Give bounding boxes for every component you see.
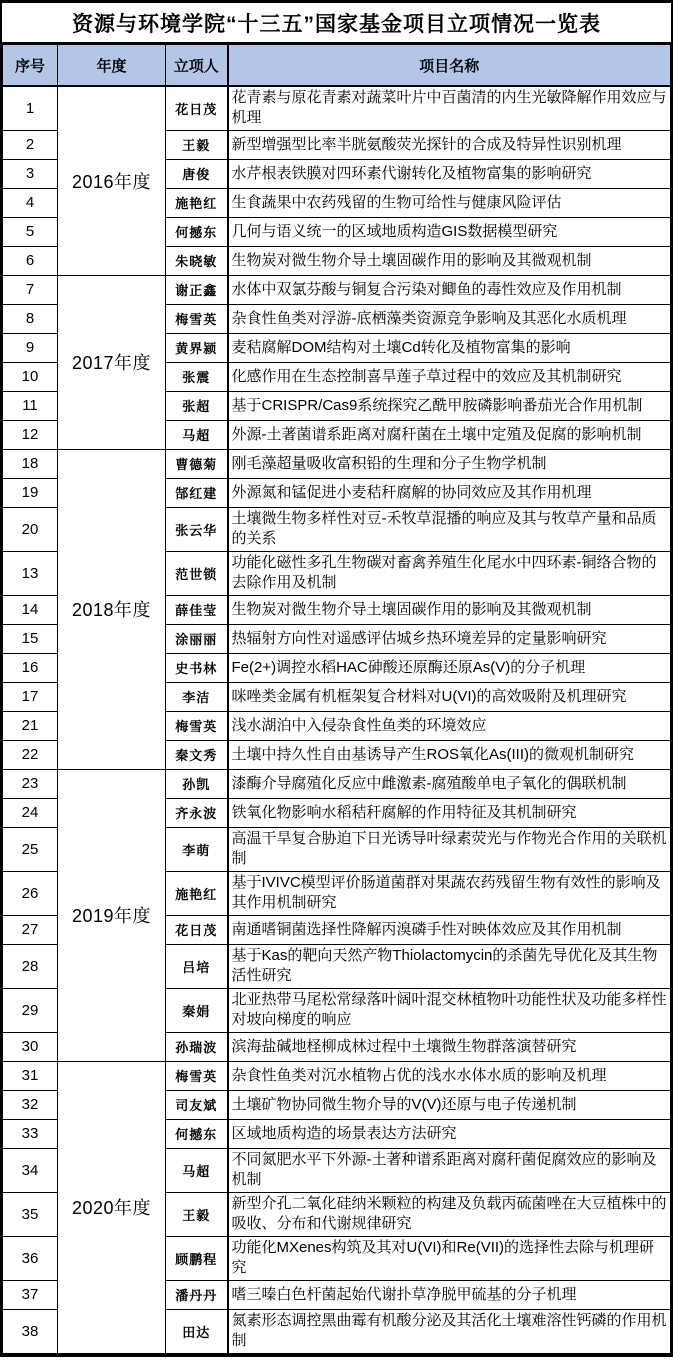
row-number-cell: 18 — [3, 449, 58, 478]
row-number-cell: 30 — [3, 1032, 58, 1061]
project-title-cell: 杂食性鱼类对沉水植物占优的浅水水体水质的影响及机理 — [228, 1061, 671, 1090]
col-header-leader: 立项人 — [166, 44, 228, 87]
row-number-cell: 27 — [3, 915, 58, 944]
project-title-cell: 热辐射方向性对遥感评估城乡热环境差异的定量影响研究 — [228, 624, 671, 653]
project-title-cell: 外源-土著菌谱系距离对腐秆菌在土壤中定殖及促腐的影响机制 — [228, 420, 671, 449]
col-header-year: 年度 — [58, 44, 166, 87]
row-number-cell: 25 — [3, 827, 58, 871]
project-title-cell: 外源氮和锰促进小麦秸秆腐解的协同效应及其作用机理 — [228, 478, 671, 507]
row-number-cell: 38 — [3, 1309, 58, 1353]
row-number-cell: 28 — [3, 944, 58, 988]
row-number-cell: 5 — [3, 217, 58, 246]
leader-cell: 施艳红 — [166, 871, 228, 915]
leader-cell: 花日茂 — [166, 915, 228, 944]
leader-cell: 潘丹丹 — [166, 1280, 228, 1309]
leader-cell: 薛佳莹 — [166, 595, 228, 624]
leader-cell: 施艳红 — [166, 188, 228, 217]
row-number-cell: 13 — [3, 551, 58, 595]
leader-cell: 顾鹏程 — [166, 1236, 228, 1280]
row-number-cell: 10 — [3, 362, 58, 391]
leader-cell: 李萌 — [166, 827, 228, 871]
leader-cell: 吕培 — [166, 944, 228, 988]
project-title-cell: 南通嗜铜菌选择性降解丙溴磷手性对映体效应及其作用机制 — [228, 915, 671, 944]
leader-cell: 范世锁 — [166, 551, 228, 595]
table-row — [3, 275, 671, 304]
project-title-cell: 化感作用在生态控制喜旱莲子草过程中的效应及其机制研究 — [228, 362, 671, 391]
project-title-cell: 麦秸腐解DOM结构对土壤Cd转化及植物富集的影响 — [228, 333, 671, 362]
project-title-cell: 生物炭对微生物介导土壤固碳作用的影响及其微观机制 — [228, 246, 671, 275]
leader-cell: 孙凯 — [166, 769, 228, 798]
leader-cell: 王毅 — [166, 1192, 228, 1236]
row-number-cell: 8 — [3, 304, 58, 333]
project-title-cell: 功能化磁性多孔生物碳对畜禽养殖生化尾水中四环素-铜络合物的去除作用及机制 — [228, 551, 671, 595]
project-title-cell: 土壤微生物多样性对豆-禾牧草混播的响应及其与牧草产量和品质的关系 — [228, 507, 671, 551]
leader-cell: 梅雪英 — [166, 304, 228, 333]
leader-cell: 秦文秀 — [166, 740, 228, 769]
table-row — [3, 449, 671, 478]
row-number-cell: 7 — [3, 275, 58, 304]
leader-cell: 张超 — [166, 391, 228, 420]
project-title-cell: 基于IVIVC模型评价肠道菌群对果蔬农药残留生物有效性的影响及其作用机制研究 — [228, 871, 671, 915]
project-title-cell: 几何与语义统一的区域地质构造GIS数据模型研究 — [228, 217, 671, 246]
leader-cell: 花日茂 — [166, 86, 228, 130]
year-group-cell: 2018年度 — [58, 449, 166, 769]
project-title-cell: 生食蔬果中农药残留的生物可给性与健康风险评估 — [228, 188, 671, 217]
row-number-cell: 34 — [3, 1148, 58, 1192]
row-number-cell: 36 — [3, 1236, 58, 1280]
leader-cell: 齐永波 — [166, 798, 228, 827]
project-title-cell: 生物炭对微生物介导土壤固碳作用的影响及其微观机制 — [228, 595, 671, 624]
leader-cell: 何撼东 — [166, 217, 228, 246]
leader-cell: 孙瑞波 — [166, 1032, 228, 1061]
row-number-cell: 26 — [3, 871, 58, 915]
row-number-cell: 31 — [3, 1061, 58, 1090]
leader-cell: 李洁 — [166, 682, 228, 711]
row-number-cell: 35 — [3, 1192, 58, 1236]
table-row — [3, 769, 671, 798]
leader-cell: 何撼东 — [166, 1119, 228, 1148]
row-number-cell: 9 — [3, 333, 58, 362]
leader-cell: 秦娟 — [166, 988, 228, 1032]
row-number-cell: 2 — [3, 130, 58, 159]
row-number-cell: 15 — [3, 624, 58, 653]
row-number-cell: 19 — [3, 478, 58, 507]
row-number-cell: 11 — [3, 391, 58, 420]
leader-cell: 郜红建 — [166, 478, 228, 507]
project-title-cell: 花青素与原花青素对蔬菜叶片中百菌清的内生光敏降解作用效应与机理 — [228, 86, 671, 130]
leader-cell: 马超 — [166, 1148, 228, 1192]
leader-cell: 涂丽丽 — [166, 624, 228, 653]
header-row — [3, 44, 671, 87]
leader-cell: 司友斌 — [166, 1090, 228, 1119]
page-title: 资源与环境学院“十三五”国家基金项目立项情况一览表 — [2, 3, 671, 42]
row-number-cell: 16 — [3, 653, 58, 682]
row-number-cell: 12 — [3, 420, 58, 449]
project-title-cell: 杂食性鱼类对浮游-底栖藻类资源竞争影响及其恶化水质机理 — [228, 304, 671, 333]
row-number-cell: 17 — [3, 682, 58, 711]
project-title-cell: 滨海盐碱地柽柳成林过程中土壤微生物群落演替研究 — [228, 1032, 671, 1061]
leader-cell: 朱晓敏 — [166, 246, 228, 275]
projects-table — [2, 42, 671, 1354]
project-title-cell: 氮素形态调控黑曲霉有机酸分泌及其活化土壤难溶性钙磷的作用机制 — [228, 1309, 671, 1353]
table-row — [3, 1061, 671, 1090]
leader-cell: 唐俊 — [166, 159, 228, 188]
project-title-cell: 水体中双氯芬酸与铜复合污染对鲫鱼的毒性效应及作用机制 — [228, 275, 671, 304]
project-title-cell: 基于CRISPR/Cas9系统探究乙酰甲胺磷影响番茄光合作用机制 — [228, 391, 671, 420]
leader-cell: 张震 — [166, 362, 228, 391]
project-title-cell: 土壤中持久性自由基诱导产生ROS氧化As(III)的微观机制研究 — [228, 740, 671, 769]
project-title-cell: 北亚热带马尾松常绿落叶阔叶混交林植物叶功能性状及功能多样性对坡向梯度的响应 — [228, 988, 671, 1032]
leader-cell: 谢正鑫 — [166, 275, 228, 304]
table-body — [3, 86, 671, 1353]
row-number-cell: 21 — [3, 711, 58, 740]
leader-cell: 马超 — [166, 420, 228, 449]
leader-cell: 张云华 — [166, 507, 228, 551]
year-group-cell: 2017年度 — [58, 275, 166, 449]
year-group-cell: 2016年度 — [58, 86, 166, 275]
project-title-cell: 高温干旱复合胁迫下日光诱导叶绿素荧光与作物光合作用的关联机制 — [228, 827, 671, 871]
row-number-cell: 33 — [3, 1119, 58, 1148]
project-title-cell: 功能化MXenes构筑及其对U(VI)和Re(VII)的选择性去除与机理研究 — [228, 1236, 671, 1280]
leader-cell: 曹德菊 — [166, 449, 228, 478]
row-number-cell: 32 — [3, 1090, 58, 1119]
project-title-cell: 铁氧化物影响水稻秸秆腐解的作用特征及其机制研究 — [228, 798, 671, 827]
project-title-cell: 新型增强型比率半胱氨酸荧光探针的合成及特异性识别机理 — [228, 130, 671, 159]
project-title-cell: 浅水湖泊中入侵杂食性鱼类的环境效应 — [228, 711, 671, 740]
project-title-cell: 刚毛藻超量吸收富积铅的生理和分子生物学机制 — [228, 449, 671, 478]
project-title-cell: 水芹根表铁膜对四环素代谢转化及植物富集的影响研究 — [228, 159, 671, 188]
row-number-cell: 14 — [3, 595, 58, 624]
leader-cell: 黄界颍 — [166, 333, 228, 362]
project-title-cell: 不同氮肥水平下外源-土著种谱系距离对腐秆菌促腐效应的影响及机制 — [228, 1148, 671, 1192]
row-number-cell: 6 — [3, 246, 58, 275]
col-header-project: 项目名称 — [228, 44, 671, 87]
project-title-cell: 土壤矿物协同微生物介导的V(V)还原与电子传递机制 — [228, 1090, 671, 1119]
year-group-cell: 2019年度 — [58, 769, 166, 1061]
project-title-cell: 新型介孔二氧化硅纳米颗粒的构建及负载丙硫菌唑在大豆植株中的吸收、分布和代谢规律研究 — [228, 1192, 671, 1236]
row-number-cell: 4 — [3, 188, 58, 217]
project-title-cell: 基于Kas的靶向天然产物Thiolactomycin的杀菌先导优化及其生物活性研究 — [228, 944, 671, 988]
row-number-cell: 23 — [3, 769, 58, 798]
year-group-cell: 2020年度 — [58, 1061, 166, 1353]
leader-cell: 梅雪英 — [166, 1061, 228, 1090]
table-row — [3, 86, 671, 130]
project-title-cell: 咪唑类金属有机框架复合材料对U(VI)的高效吸附及机理研究 — [228, 682, 671, 711]
row-number-cell: 29 — [3, 988, 58, 1032]
leader-cell: 史书林 — [166, 653, 228, 682]
leader-cell: 王毅 — [166, 130, 228, 159]
leader-cell: 田达 — [166, 1309, 228, 1353]
col-header-no: 序号 — [3, 44, 58, 87]
row-number-cell: 3 — [3, 159, 58, 188]
project-title-cell: 嗜三嗪白色杆菌起始代谢扑草净脱甲硫基的分子机理 — [228, 1280, 671, 1309]
row-number-cell: 24 — [3, 798, 58, 827]
project-title-cell: Fe(2+)调控水稻HAC砷酸还原酶还原As(V)的分子机理 — [228, 653, 671, 682]
row-number-cell: 20 — [3, 507, 58, 551]
row-number-cell: 1 — [3, 86, 58, 130]
row-number-cell: 37 — [3, 1280, 58, 1309]
project-title-cell: 区域地质构造的场景表达方法研究 — [228, 1119, 671, 1148]
leader-cell: 梅雪英 — [166, 711, 228, 740]
project-title-cell: 漆酶介导腐殖化反应中雌激素-腐殖酸单电子氧化的偶联机制 — [228, 769, 671, 798]
row-number-cell: 22 — [3, 740, 58, 769]
